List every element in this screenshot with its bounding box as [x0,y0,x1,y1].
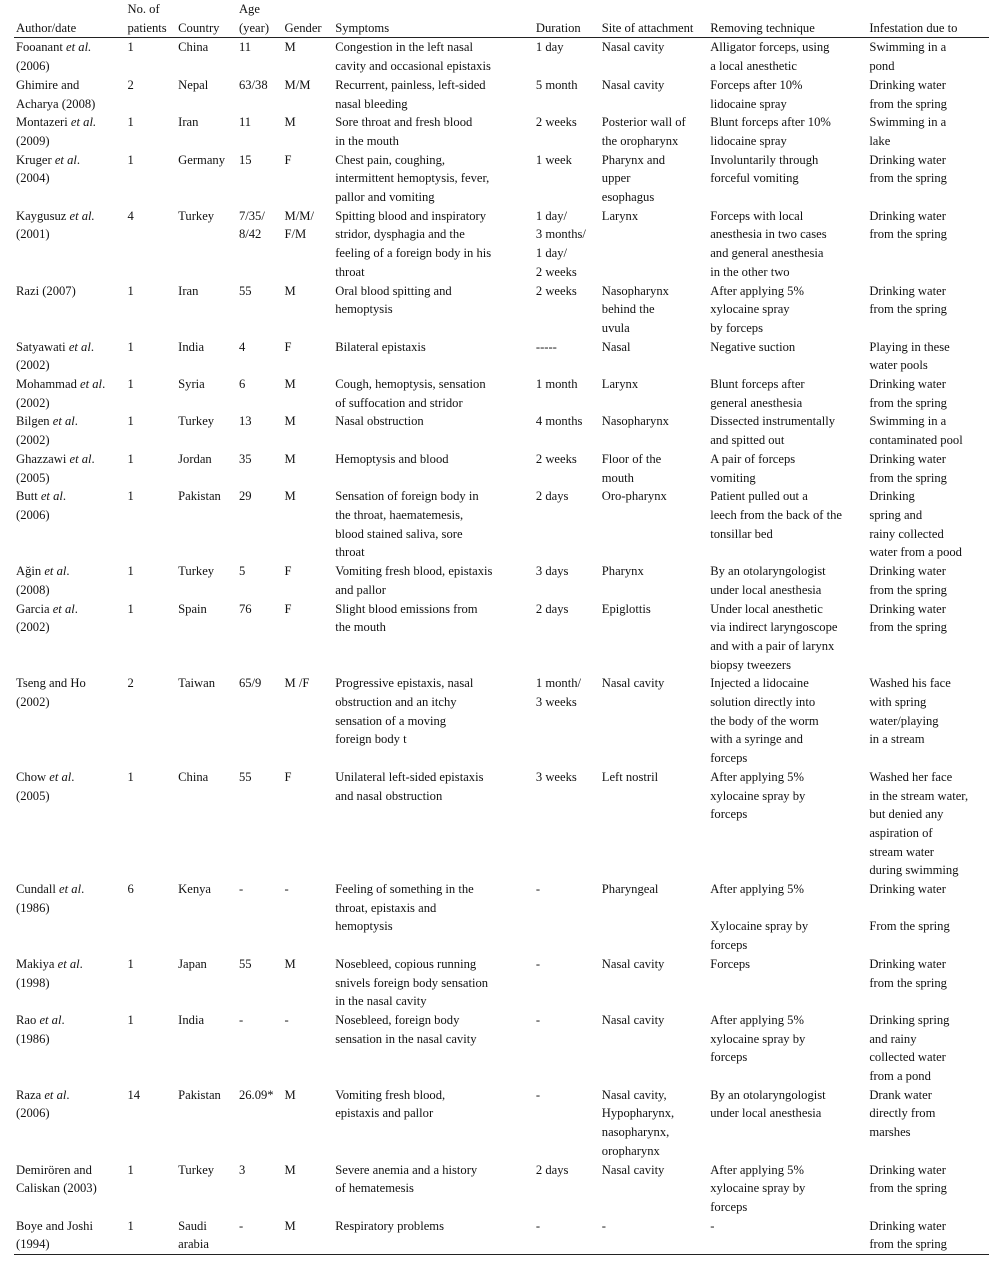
cell-symptoms: Respiratory problems [335,1218,444,1233]
cell-gender: M [284,377,296,392]
cell-age: 5 [238,564,246,579]
cell-country: Kenya [178,882,212,897]
cell-no-of-patients: 1 [127,414,134,429]
table-row [14,338,989,375]
table-header [14,0,989,38]
cell-gender: M [284,414,296,429]
cell-age: 26.09* [238,1087,274,1102]
cell-infestation-due-to: Washed her face in the stream water, but denied any aspiration of stream water during swimming [869,769,969,878]
cell-duration: ----- [535,339,557,354]
cell-country: Pakistan [178,1087,221,1102]
cell-duration: 1 day/ 3 months/ 1 day/ 2 weeks [535,208,586,279]
cell-age: 55 [238,956,252,971]
cell-author-date [14,76,125,113]
cell-no-of-patients: 2 [127,676,134,691]
cell-symptoms: Chest pain, coughing, intermittent hemoptysis, fever, pallor and vomiting [335,152,490,205]
cell-country: China [178,40,209,55]
cell-removing-technique: Blunt forceps after 10% lidocaine spray [710,115,831,148]
table-row [14,1086,989,1161]
cell-author-date [14,600,125,675]
author-text: Raza [16,1087,45,1102]
cell-symptoms: Nosebleed, copious running snivels foreign body sensation in the nasal cavity [335,956,489,1009]
cell-age: 55 [238,769,252,784]
col-header-symptoms: Symptoms [335,20,390,35]
cell-no-of-patients: 2 [127,77,134,92]
cell-site-of-attachment: Pharynx and upper esophagus [601,152,666,205]
cell-no-of-patients: 1 [127,115,134,130]
cell-duration: 2 weeks [535,283,577,298]
cell-site-of-attachment: Nasal cavity [601,676,665,691]
cell-duration: 1 month [535,377,578,392]
cell-duration: - [535,1087,541,1102]
author-text: . (1998) [16,956,83,990]
author-text: Montazeri [16,115,71,130]
cell-site-of-attachment: Pharynx [601,564,644,579]
cell-removing-technique: After applying 5% xylocaine spray by forceps [710,283,804,335]
author-text: . (2008) [16,564,70,597]
table-row [14,151,989,207]
cell-gender: M [284,1087,296,1102]
author-text: (2001) [16,227,50,242]
table-body [14,38,989,1255]
cell-gender: M [284,40,296,55]
cell-symptoms: Slight blood emissions from the mouth [335,601,478,635]
author-text: . (2006) [16,1087,70,1121]
cell-country: Iran [178,283,199,298]
author-et-al: et al [52,601,75,616]
table-row [14,76,989,113]
table-row [14,282,989,338]
author-et-al: et al [54,152,77,167]
cell-age: 11 [238,115,252,130]
cell-removing-technique: Patient pulled out a leech from the back of the tonsillar bed [710,489,843,541]
cell-symptoms: Oral blood spitting and hemoptysis [335,283,452,317]
cell-age: 11 [238,40,252,55]
cell-infestation-due-to: Swimming in a pond [869,40,947,74]
cell-author-date [14,282,125,338]
cell-infestation-due-to: Drinking water from the spring [869,601,947,635]
cell-age: 63/38 [238,77,268,92]
author-text: Satyawati [16,339,69,354]
cell-infestation-due-to: Drinking water from the spring [869,956,947,990]
cell-removing-technique: Forceps [710,956,751,971]
author-text: Ghimire and Acharya (2008) [16,77,96,111]
table-row [14,1011,989,1086]
cell-site-of-attachment: Nasal [601,339,631,354]
cell-infestation-due-to: Drinking water from the spring [869,77,947,111]
table-row [14,375,989,412]
cell-gender: M /F [284,676,310,691]
cell-no-of-patients: 1 [127,564,134,579]
cell-removing-technique: After applying 5% xylocaine spray by forceps [710,769,806,822]
cell-author-date [14,955,125,1011]
cell-symptoms: Unilateral left-sided epistaxis and nasal obstruction [335,769,484,803]
cell-duration: - [535,956,541,971]
table-row [14,955,989,1011]
author-text: (2006) [16,59,50,74]
cell-removing-technique: - [710,1218,715,1233]
cell-symptoms: Sore throat and fresh blood in the mouth [335,115,473,148]
cell-age: 29 [238,489,252,504]
cell-removing-technique: After applying 5% xylocaine spray by forceps [710,1012,806,1065]
header-row [14,0,989,38]
cell-site-of-attachment: Oro-pharynx [601,489,667,504]
cell-gender: M [284,451,296,466]
author-text: Butt [16,489,41,504]
cell-no-of-patients: 1 [127,601,134,616]
cell-infestation-due-to: Drinking water from the spring [869,377,947,410]
cell-no-of-patients: 1 [127,489,134,504]
cell-removing-technique: Under local anesthetic via indirect laryngoscope and with a pair of larynx biopsy tweezers [710,601,838,672]
cell-country: Nepal [178,77,209,92]
author-text: . (1986) [16,882,85,915]
cell-gender: F [284,152,292,167]
cell-gender: F [284,339,292,354]
cell-site-of-attachment: Larynx [601,208,639,223]
cell-site-of-attachment: Nasal cavity [601,956,665,971]
cell-country: Syria [178,377,205,392]
author-et-al: et al [39,1012,62,1027]
col-header-duration: Duration [535,20,581,35]
cell-infestation-due-to: Drank water directly from marshes [869,1087,936,1140]
cell-site-of-attachment: Larynx [601,377,639,392]
cell-symptoms: Nosebleed, foreign body sensation in the nasal cavity [335,1012,477,1046]
cell-age: 65/9 [238,676,262,691]
col-header-country: Country [178,20,220,35]
author-et-al: et al [44,1087,67,1102]
cell-site-of-attachment: Posterior wall of the oropharynx [601,115,686,148]
cell-no-of-patients: 1 [127,451,134,466]
cell-site-of-attachment: - [601,1218,606,1233]
cell-removing-technique: Dissected instrumentally and spitted out [710,414,836,448]
cell-author-date [14,151,125,207]
cell-no-of-patients: 1 [127,1218,134,1233]
cell-removing-technique: By an otolaryngologist under local anesthesia [710,1087,826,1121]
cell-symptoms: Severe anemia and a history of hematemesis [335,1162,478,1196]
cell-author-date [14,207,125,282]
cell-gender: F [284,564,292,579]
cell-country: Saudi arabia [178,1218,209,1252]
cell-removing-technique: By an otolaryngologist under local anesthesia [710,564,826,597]
table-row [14,674,989,768]
cell-age: 7/35/ 8/42 [238,208,265,242]
cell-author-date [14,674,125,768]
cell-no-of-patients: 1 [127,769,134,784]
cell-infestation-due-to: Drinking water From the spring [869,882,950,934]
author-text: Ghazzawi [16,451,70,466]
table-row [14,450,989,487]
cell-gender: - [284,1012,289,1027]
cell-age: 13 [238,414,252,429]
cell-site-of-attachment: Left nostril [601,769,659,784]
author-text: Cundall [16,882,60,897]
cell-duration: 1 day [535,40,564,55]
cell-country: Turkey [178,1162,215,1177]
cell-infestation-due-to: Drinking water from the spring [869,1162,947,1196]
cell-site-of-attachment: Nasal cavity [601,1012,665,1027]
author-text: Kaygusuz [16,208,70,223]
cell-no-of-patients: 1 [127,1162,134,1177]
table-row [14,880,989,955]
author-text: (2009) [16,133,50,148]
cell-symptoms: Sensation of foreign body in the throat, haematemesis, blood stained saliva, sore throat [335,489,479,560]
cell-symptoms: Spitting blood and inspiratory stridor, dysphagia and the feeling of a foreign body in his throat [335,208,492,279]
cell-site-of-attachment: Floor of the mouth [601,451,662,485]
cell-symptoms: Vomiting fresh blood, epistaxis and pallor [335,1087,446,1121]
cell-removing-technique: A pair of forceps vomiting [710,451,796,485]
cell-infestation-due-to: Drinking water from the spring [869,1218,947,1252]
cell-no-of-patients: 1 [127,339,134,354]
author-et-al: et al [57,956,80,971]
author-et-al: et al [52,414,75,429]
cell-age: 15 [238,152,252,167]
cell-author-date [14,880,125,955]
cell-duration: 3 days [535,564,569,579]
cell-site-of-attachment: Nasopharynx [601,414,669,429]
author-text: . (2005) [16,769,75,803]
author-text: . (2005) [16,451,95,485]
cell-author-date [14,113,125,150]
cell-country: Turkey [178,564,215,579]
cell-no-of-patients: 14 [127,1087,141,1102]
author-text: Razi (2007) [16,283,76,298]
cell-duration: - [535,1218,541,1233]
table-row [14,113,989,150]
cell-gender: M/M/ F/M [284,208,314,242]
table-row [14,600,989,675]
cell-author-date [14,1011,125,1086]
cell-country: Japan [178,956,207,971]
author-et-al: et al [44,564,67,579]
cell-age: - [238,1012,244,1027]
cell-author-date [14,768,125,880]
cell-removing-technique: After applying 5% xylocaine spray by forceps [710,1162,806,1214]
author-text: Tseng and Ho (2002) [16,676,86,710]
cell-author-date [14,562,125,599]
cell-author-date [14,375,125,412]
cell-symptoms: Feeling of something in the throat, epistaxis and hemoptysis [335,882,474,934]
cell-duration: 1 week [535,152,572,167]
cell-site-of-attachment: Nasal cavity [601,40,665,55]
cell-duration: 2 weeks [535,115,577,130]
cell-symptoms: Bilateral epistaxis [335,339,426,354]
author-text: Kruger [16,152,55,167]
table-row [14,207,989,282]
author-text: . (2002) [16,601,78,635]
cell-country: Germany [178,152,226,167]
author-et-al: et al [40,489,63,504]
cell-gender: M [284,489,296,504]
cell-age: 4 [238,339,246,354]
cell-gender: M [284,1162,296,1177]
col-header-gender: Gender [284,20,322,35]
cell-site-of-attachment: Nasal cavity [601,1162,665,1177]
leech-cases-table [14,0,989,1255]
cell-country: Spain [178,601,207,616]
cell-gender: M [284,283,296,298]
cell-removing-technique: Negative suction [710,339,796,354]
author-text: . (2002) [16,377,106,410]
author-text: . (2004) [16,152,81,186]
author-text: . (2002) [16,339,95,373]
cell-removing-technique: Injected a lidocaine solution directly into the body of the worm with a syringe and forceps [710,676,819,766]
cell-symptoms: Recurrent, painless, left-sided nasal bleeding [335,77,486,111]
author-text: . (1986) [16,1012,65,1046]
author-text: Chow [16,769,50,784]
cell-duration: 1 month/ 3 weeks [535,676,582,710]
cell-country: Pakistan [178,489,221,504]
table-row [14,38,989,76]
cell-duration: 2 weeks [535,451,577,466]
cell-age: 6 [238,377,246,392]
cell-age: 35 [238,451,252,466]
author-et-al: et al [49,769,72,784]
cell-country: Turkey [178,414,215,429]
cell-age: - [238,1218,244,1233]
cell-infestation-due-to: Swimming in a contaminated pool [869,414,963,448]
author-et-al: et al [68,339,91,354]
col-header-age: Age (year) [238,2,270,35]
author-text: Demirören and Caliskan (2003) [16,1162,97,1196]
cell-no-of-patients: 1 [127,377,134,392]
cell-country: Turkey [178,208,215,223]
cell-country: China [178,769,209,784]
author-text: Bilgen [16,414,53,429]
cell-removing-technique: Forceps with local anesthesia in two cases and general anesthesia in the other two [710,208,827,279]
cell-no-of-patients: 1 [127,152,134,167]
author-et-al: et al. [66,40,92,55]
author-text: Rao [16,1012,40,1027]
cell-country: Jordan [178,451,212,466]
cell-author-date [14,1161,125,1217]
cell-age: - [238,882,244,897]
cell-author-date [14,1086,125,1161]
author-et-al: et al [59,882,82,897]
cell-infestation-due-to: Drinking water from the spring [869,564,947,597]
cell-removing-technique: Forceps after 10% lidocaine spray [710,77,803,111]
cell-duration: - [535,882,541,897]
cell-age: 55 [238,283,252,298]
cell-duration: - [535,1012,541,1027]
cell-author-date [14,487,125,562]
cell-country: India [178,1012,205,1027]
author-et-al: et al. [69,208,95,223]
cell-gender: M [284,956,296,971]
cell-author-date [14,412,125,449]
cell-no-of-patients: 4 [127,208,134,223]
table-row [14,487,989,562]
cell-gender: F [284,601,292,616]
cell-infestation-due-to: Playing in these water pools [869,339,950,373]
col-header-removing-technique: Removing technique [710,20,815,35]
cell-no-of-patients: 1 [127,283,134,298]
table-row [14,1161,989,1217]
cell-removing-technique: Involuntarily through forceful vomiting [710,152,819,186]
cell-no-of-patients: 1 [127,40,134,55]
author-text: . (2002) [16,414,78,448]
cell-gender: M [284,1218,296,1233]
author-text: Fooanant [16,40,67,55]
col-header-infestation-due-to: Infestation due to [869,20,958,35]
author-text: . (2006) [16,489,67,522]
cell-symptoms: Hemoptysis and blood [335,451,449,466]
cell-removing-technique: Alligator forceps, using a local anesthetic [710,40,830,74]
cell-removing-technique: After applying 5% Xylocaine spray by forceps [710,882,809,953]
col-header-site-of-attachment: Site of attachment [601,20,694,35]
author-text: Boye and Joshi (1994) [16,1218,93,1252]
cell-author-date [14,38,125,76]
cell-no-of-patients: 6 [127,882,134,897]
cell-gender: - [284,882,289,897]
cell-infestation-due-to: Drinking spring and rainy collected water from a pond [869,1012,950,1084]
author-text: Makiya [16,956,58,971]
cell-infestation-due-to: Drinking water from the spring [869,283,947,317]
cell-symptoms: Nasal obstruction [335,414,424,429]
cell-symptoms: Vomiting fresh blood, epistaxis and pallor [335,564,493,597]
cell-site-of-attachment: Nasopharynx behind the uvula [601,283,669,335]
author-et-al: et al [69,451,92,466]
cell-removing-technique: Blunt forceps after general anesthesia [710,377,805,410]
table-row [14,562,989,599]
cell-no-of-patients: 1 [127,1012,134,1027]
cell-infestation-due-to: Drinking water from the spring [869,208,947,242]
cell-site-of-attachment: Epiglottis [601,601,651,616]
cell-author-date [14,450,125,487]
cell-infestation-due-to: Drinking water from the spring [869,451,947,485]
cell-infestation-due-to: Washed his face with spring water/playing in a stream [869,676,951,747]
cell-country: India [178,339,205,354]
cell-symptoms: Progressive epistaxis, nasal obstruction and an itchy sensation of a moving foreign body t [335,676,474,747]
cell-age: 3 [238,1162,246,1177]
col-header-author-date: Author/date [16,20,77,35]
cell-author-date [14,338,125,375]
cell-duration: 4 months [535,414,583,429]
cell-duration: 3 weeks [535,769,577,784]
author-text: Garcia [16,601,53,616]
table-row [14,768,989,880]
table-row [14,412,989,449]
table-row [14,1217,989,1255]
cell-site-of-attachment: Nasal cavity [601,77,665,92]
cell-symptoms: Congestion in the left nasal cavity and occasional epistaxis [335,40,491,74]
author-text: Mohammad [16,377,81,392]
cell-country: Taiwan [178,676,216,691]
cell-no-of-patients: 1 [127,956,134,971]
cell-gender: M [284,115,296,130]
cell-symptoms: Cough, hemoptysis, sensation of suffocation and stridor [335,377,486,410]
author-et-al: et al. [70,115,97,130]
author-text: Ağin [16,564,45,579]
cell-gender: F [284,769,292,784]
cell-duration: 5 month [535,77,578,92]
cell-site-of-attachment: Nasal cavity, Hypopharynx, nasopharynx, oropharynx [601,1087,675,1158]
col-header-no-of-patients: No. of patients [127,2,167,35]
cell-gender: M/M [284,77,311,92]
cell-infestation-due-to: Drinking water from the spring [869,152,947,186]
cell-site-of-attachment: Pharyngeal [601,882,659,897]
cell-infestation-due-to: Drinking spring and rainy collected water from a pood [869,489,962,560]
cell-country: Iran [178,115,199,130]
author-et-al: et al [80,377,103,392]
cell-infestation-due-to: Swimming in a lake [869,115,947,148]
cell-duration: 2 days [535,601,569,616]
cell-duration: 2 days [535,489,569,504]
cell-age: 76 [238,601,252,616]
cell-author-date [14,1217,125,1255]
cell-duration: 2 days [535,1162,569,1177]
